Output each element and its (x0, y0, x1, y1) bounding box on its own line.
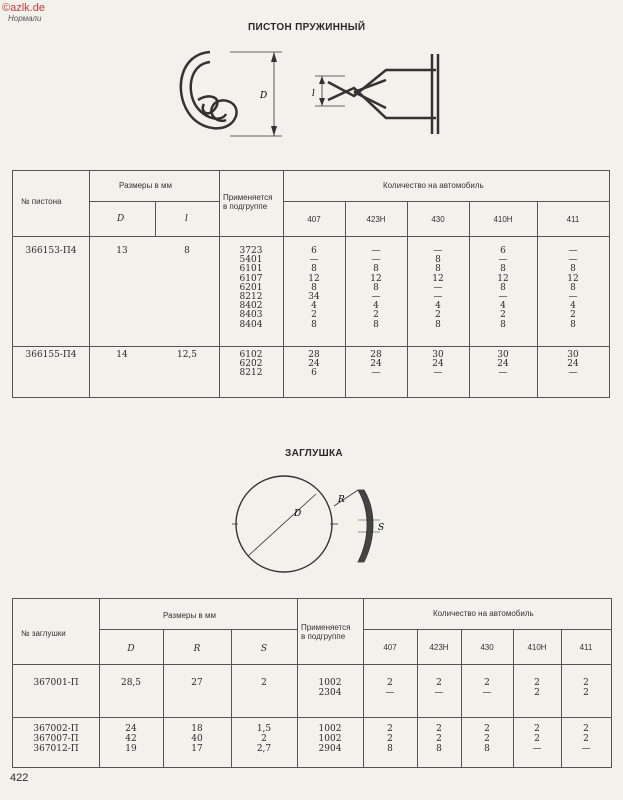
piston-subgroup: 6202 (239, 359, 263, 370)
piston-qty-q407: 4 (311, 301, 317, 312)
dim-label-S: S (378, 523, 385, 533)
piston-qty-q410: 2 (500, 310, 506, 321)
plug-qty-q430: 2 (484, 734, 490, 744)
piston-qty-q407: — (309, 255, 319, 266)
piston-qty-q423: 24 (370, 359, 382, 370)
col-car-407: 407 (307, 215, 321, 224)
piston-qty-q430: — (433, 292, 443, 302)
piston-subgroup: 3723 (239, 246, 263, 256)
piston-qty-q407: 6 (311, 368, 317, 379)
piston-qty-q423: 4 (373, 301, 379, 312)
plug-title: ЗАГЛУШКА (285, 448, 343, 459)
piston-qty-q430: 12 (432, 273, 444, 284)
col-S: S (260, 644, 268, 654)
plug-qty-q410: — (532, 744, 542, 754)
piston-subgroup: 6107 (239, 273, 263, 284)
plug-qty-q407: — (385, 688, 395, 698)
piston-qty-q430: — (433, 282, 443, 293)
piston-subgroup: 8212 (239, 292, 263, 302)
col-plug-no: № заглушки (21, 629, 66, 638)
piston-qty-q407: 12 (308, 273, 320, 284)
page-header: Нормали (8, 14, 42, 23)
piston-qty-q411: 2 (570, 310, 576, 321)
col2-car-407: 407 (383, 643, 397, 652)
piston-qty-q423: — (371, 255, 381, 266)
piston-qty-q407: 28 (308, 350, 320, 360)
col-part-no: № пистона (21, 197, 62, 206)
piston-subgroup: 6102 (239, 350, 263, 360)
col-used-in2-1: Применяется (301, 623, 351, 632)
piston-part-no: 366153-П4 (25, 246, 77, 256)
plug-qty-q430: 2 (484, 678, 490, 688)
piston-qty-q411: — (568, 292, 578, 302)
piston-qty-q430: 8 (435, 319, 441, 330)
col-D: D (117, 214, 125, 224)
piston-qty-q423: 12 (370, 273, 382, 284)
plug-qty-q423: 2 (436, 724, 442, 734)
col2-car-410n: 410Н (527, 643, 547, 652)
piston-qty-q410: 24 (497, 359, 509, 370)
plug-qty-q411: 2 (583, 734, 589, 744)
piston-qty-q430: — (433, 368, 443, 379)
watermark: ©azlk.de (2, 2, 45, 14)
piston-subgroup: 5401 (239, 255, 263, 266)
col-used-in2-2: в подгруппе (301, 632, 346, 641)
plug-dim-R: 40 (191, 734, 203, 744)
piston-qty-q407: 8 (311, 282, 317, 293)
plug-dim-S: 2 (261, 734, 267, 744)
piston-qty-q423: — (371, 292, 381, 302)
plug-part-no: 367001-П (33, 678, 79, 688)
piston-qty-q410: 8 (500, 264, 506, 275)
piston-qty-q423: 28 (370, 350, 382, 360)
col-l: l (185, 214, 188, 224)
col-D2: D (127, 644, 135, 654)
piston-subgroup: 8403 (239, 310, 263, 321)
spring-piston-drawing (170, 40, 460, 150)
dim-label-D2: D (294, 509, 302, 519)
plug-subgroup: 2904 (318, 744, 342, 754)
piston-qty-q430: 24 (432, 359, 444, 370)
plug-table (12, 598, 612, 768)
col2-car-411: 411 (579, 643, 593, 652)
col-used-in-2: в подгруппе (223, 202, 268, 211)
piston-qty-q423: 2 (373, 310, 379, 321)
col-dims: Размеры в мм (119, 181, 172, 190)
page-number: 422 (10, 772, 29, 784)
dim-label-R: R (338, 495, 345, 505)
plug-qty-q411: 2 (583, 688, 589, 698)
piston-subgroup: 6101 (239, 264, 263, 275)
plug-qty-q410: 2 (534, 734, 540, 744)
plug-dim-R: 18 (191, 724, 203, 734)
piston-qty-q430: 30 (432, 350, 444, 360)
piston-title: ПИСТОН ПРУЖИННЫЙ (248, 22, 366, 33)
plug-dim-R: 17 (191, 744, 203, 754)
piston-qty-q423: 8 (373, 282, 379, 293)
plug-qty-q411: — (581, 744, 591, 754)
plug-qty-q430: 8 (484, 744, 490, 754)
piston-qty-q410: 8 (500, 319, 506, 330)
piston-part-no: 366155-П4 (25, 350, 77, 360)
plug-dim-S: 2,7 (256, 744, 272, 754)
piston-qty-q411: 12 (567, 273, 579, 284)
dim-label-D: D (260, 91, 268, 101)
plug-part-no: 367012-П (33, 744, 79, 754)
plug-part-no: 367007-П (33, 734, 79, 744)
plug-qty-q407: 2 (387, 724, 393, 734)
plug-qty-q407: 2 (387, 734, 393, 744)
plug-qty-q423: 2 (436, 734, 442, 744)
piston-qty-q430: 8 (435, 255, 441, 266)
col2-car-423n: 423Н (429, 643, 449, 652)
col-qty2: Количество на автомобиль (433, 609, 534, 618)
piston-table (12, 170, 610, 398)
plug-dim-S: 2 (261, 678, 267, 688)
piston-qty-q410: 6 (500, 246, 506, 256)
piston-qty-q430: — (433, 246, 443, 256)
col2-car-430: 430 (480, 643, 494, 652)
plug-qty-q423: 8 (436, 744, 442, 754)
piston-qty-q410: 30 (497, 350, 509, 360)
col-used-in-1: Применяется (223, 193, 273, 202)
piston-qty-q411: 24 (567, 359, 579, 370)
piston-qty-q423: — (371, 368, 381, 379)
plug-qty-q430: 2 (484, 724, 490, 734)
dim-label-l: l (312, 89, 315, 99)
piston-qty-q423: 8 (373, 264, 379, 275)
piston-qty-q410: — (498, 368, 508, 379)
plug-qty-q410: 2 (534, 688, 540, 698)
plug-subgroup: 1002 (318, 734, 342, 744)
piston-qty-q407: 2 (311, 310, 317, 321)
piston-qty-q407: 6 (311, 246, 317, 256)
piston-dim-D: 13 (116, 246, 128, 256)
plug-qty-q430: — (482, 688, 492, 698)
piston-qty-q411: 8 (570, 264, 576, 275)
plug-qty-q407: 2 (387, 678, 393, 688)
plug-subgroup: 2304 (318, 688, 342, 698)
piston-qty-q430: 8 (435, 264, 441, 275)
plug-qty-q410: 2 (534, 678, 540, 688)
piston-qty-q411: — (568, 368, 578, 379)
piston-qty-q410: 4 (500, 301, 506, 312)
plug-dim-R: 27 (191, 678, 203, 688)
piston-subgroup: 8212 (239, 368, 263, 379)
piston-qty-q410: 12 (497, 273, 509, 284)
piston-qty-q411: 8 (570, 282, 576, 293)
plug-dim-D: 42 (125, 734, 137, 744)
piston-qty-q423: — (371, 246, 381, 256)
piston-qty-q410: — (498, 255, 508, 266)
plug-qty-q411: 2 (583, 724, 589, 734)
piston-dim-l: 8 (184, 246, 190, 256)
piston-qty-q430: 2 (435, 310, 441, 321)
piston-qty-q410: — (498, 292, 508, 302)
plug-dim-D: 28,5 (120, 678, 142, 688)
plug-qty-q410: 2 (534, 724, 540, 734)
col-car-410n: 410Н (493, 215, 513, 224)
piston-qty-q411: 4 (570, 301, 576, 312)
piston-qty-q411: 30 (567, 350, 579, 360)
piston-subgroup: 8404 (239, 319, 263, 330)
plug-qty-q423: — (434, 688, 444, 698)
piston-qty-q407: 8 (311, 319, 317, 330)
piston-qty-q407: 34 (308, 292, 320, 302)
piston-qty-q407: 24 (308, 359, 320, 370)
piston-qty-q410: 8 (500, 282, 506, 293)
piston-qty-q407: 8 (311, 264, 317, 275)
col-car-430: 430 (431, 215, 445, 224)
plug-qty-q411: 2 (583, 678, 589, 688)
piston-subgroup: 6201 (239, 282, 263, 293)
plug-qty-q407: 8 (387, 744, 393, 754)
col-R: R (193, 644, 201, 654)
piston-qty-q411: 8 (570, 319, 576, 330)
piston-dim-D: 14 (116, 350, 128, 360)
plug-drawing (230, 470, 410, 590)
plug-part-no: 367002-П (33, 724, 79, 734)
col-car-423n: 423Н (366, 215, 386, 224)
col-car-411: 411 (566, 215, 580, 224)
plug-dim-D: 19 (125, 744, 137, 754)
piston-dim-l: 12,5 (176, 350, 198, 360)
plug-subgroup: 1002 (318, 724, 342, 734)
piston-qty-q411: — (568, 255, 578, 266)
col-dims2: Размеры в мм (163, 611, 216, 620)
col-qty: Количество на автомобиль (383, 181, 484, 190)
piston-subgroup: 8402 (239, 301, 263, 312)
plug-dim-D: 24 (125, 724, 137, 734)
piston-qty-q411: — (568, 246, 578, 256)
piston-qty-q430: 4 (435, 301, 441, 312)
plug-subgroup: 1002 (318, 678, 342, 688)
piston-qty-q423: 8 (373, 319, 379, 330)
plug-dim-S: 1,5 (256, 724, 272, 734)
plug-qty-q423: 2 (436, 678, 442, 688)
